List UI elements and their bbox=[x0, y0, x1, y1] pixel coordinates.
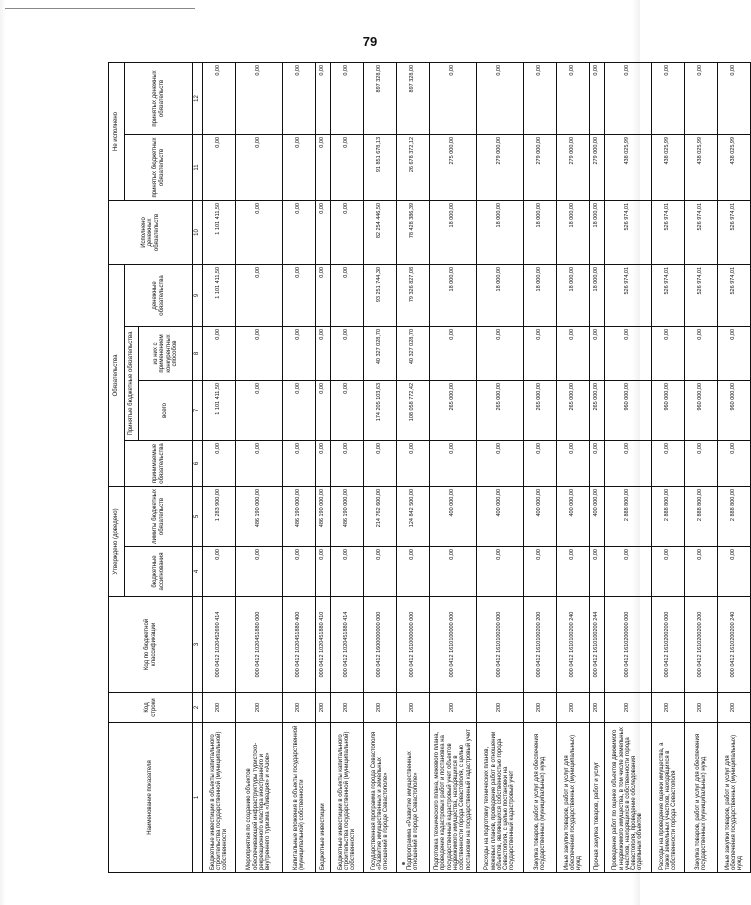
row-name-cell: Государственная программа города Севастополя «Развитие имущественных и земельных отношений в городе Севастополе» bbox=[364, 723, 397, 873]
value-cell: 279 000,00 bbox=[590, 134, 605, 200]
value-cell: 40 327 028,70 bbox=[364, 326, 397, 380]
value-cell: 400 000,00 bbox=[477, 486, 524, 546]
row-name-cell: Закупка товаров, работ и услуг для обеспечения государственных (муниципальных) нужд bbox=[524, 723, 557, 873]
col-header: из них с применением конкурентных способов bbox=[139, 326, 193, 380]
row-code-cell: 200 bbox=[652, 693, 685, 723]
value-cell: 526 974,01 bbox=[605, 200, 652, 264]
row-code-cell: 200 bbox=[236, 693, 283, 723]
value-cell: 0,00 bbox=[524, 440, 557, 486]
value-cell: 18 000,00 bbox=[524, 200, 557, 264]
value-cell: 0,00 bbox=[236, 547, 283, 597]
value-cell: 0,00 bbox=[283, 62, 316, 134]
value-cell: 265 000,00 bbox=[477, 380, 524, 440]
value-cell: 2 888 800,00 bbox=[605, 486, 652, 546]
row-code-cell: 200 bbox=[477, 693, 524, 723]
value-cell: 526 974,01 bbox=[605, 264, 652, 326]
value-cell: 0,00 bbox=[316, 134, 331, 200]
table-row bbox=[652, 62, 685, 872]
value-cell: 0,00 bbox=[718, 326, 751, 380]
budget-report-table bbox=[108, 62, 751, 873]
table-row bbox=[557, 62, 590, 872]
table-row bbox=[590, 62, 605, 872]
value-cell: 0,00 bbox=[283, 264, 316, 326]
value-cell: 0,00 bbox=[397, 547, 430, 597]
col-header: всего bbox=[139, 380, 193, 440]
value-cell: 0,00 bbox=[331, 326, 364, 380]
value-cell: 1 283 900,00 bbox=[203, 486, 236, 546]
row-code-cell: 200 bbox=[283, 693, 316, 723]
value-cell: 18 000,00 bbox=[430, 264, 477, 326]
table-row bbox=[430, 62, 477, 872]
value-cell: 0,00 bbox=[331, 134, 364, 200]
value-cell: 438 025,99 bbox=[685, 134, 718, 200]
col-header: принимаемые обязательства bbox=[125, 440, 193, 486]
value-cell: 0,00 bbox=[283, 380, 316, 440]
value-cell: 0,00 bbox=[430, 62, 477, 134]
value-cell: 960 000,00 bbox=[718, 380, 751, 440]
value-cell: 0,00 bbox=[331, 200, 364, 264]
col-number: 8 bbox=[193, 326, 203, 380]
col-header: принятых бюджетных обязательств bbox=[125, 134, 193, 200]
col-header: лимиты бюджетных обязательств bbox=[125, 486, 193, 546]
rotated-table-container bbox=[108, 63, 744, 873]
row-code-cell: 200 bbox=[524, 693, 557, 723]
page-number: 79 bbox=[362, 34, 378, 49]
value-cell: 0,00 bbox=[236, 134, 283, 200]
row-code-cell: 200 bbox=[430, 693, 477, 723]
row-name-cell: Расходы на подготовку технических планов, межевых планов, проведение работ в отношении объектов, являющихся собственностью города Севастополя, с целью постановки на государственный кадастровый учет bbox=[477, 723, 524, 873]
row-class-cell: 000 0412 1610200200 200 bbox=[685, 597, 718, 693]
group-header-approved: Утверждено (доведено) bbox=[109, 486, 125, 596]
table-row bbox=[718, 62, 751, 872]
value-cell: 2 888 800,00 bbox=[685, 486, 718, 546]
value-cell: 82 254 446,50 bbox=[364, 200, 397, 264]
value-cell: 0,00 bbox=[524, 547, 557, 597]
col-header: денежные обязательства bbox=[125, 264, 193, 326]
value-cell: 0,00 bbox=[590, 62, 605, 134]
row-code-cell: 200 bbox=[685, 693, 718, 723]
table-row bbox=[316, 62, 331, 872]
value-cell: 0,00 bbox=[685, 440, 718, 486]
value-cell: 279 000,00 bbox=[524, 134, 557, 200]
value-cell: 400 000,00 bbox=[430, 486, 477, 546]
value-cell: 18 000,00 bbox=[590, 200, 605, 264]
value-cell: 0,00 bbox=[331, 440, 364, 486]
value-cell: 265 000,00 bbox=[557, 380, 590, 440]
row-code-cell: 200 bbox=[364, 693, 397, 723]
row-name-cell: Прочая закупка товаров, работ и услуг bbox=[590, 723, 605, 873]
value-cell: 0,00 bbox=[430, 547, 477, 597]
row-name-cell: Мероприятия по созданию объектов обеспечивающей инфраструктуры туристско-рекреационного кластера иностранного и внутреннего туризма «Ливадия» и «Азов» bbox=[236, 723, 283, 873]
row-class-cell: 000 0412 1610000000 000 bbox=[397, 597, 430, 693]
value-cell: 0,00 bbox=[718, 62, 751, 134]
value-cell: 486 190 000,00 bbox=[331, 486, 364, 546]
value-cell: 18 000,00 bbox=[477, 200, 524, 264]
value-cell: 18 000,00 bbox=[477, 264, 524, 326]
value-cell: 0,00 bbox=[557, 326, 590, 380]
value-cell: 0,00 bbox=[524, 326, 557, 380]
scan-speck bbox=[402, 862, 405, 865]
value-cell: 1 101 411,50 bbox=[203, 264, 236, 326]
col-header: принятых денежных обязательств bbox=[125, 62, 193, 134]
value-cell: 960 000,00 bbox=[605, 380, 652, 440]
row-name-cell: Бюджетные инвестиции bbox=[316, 723, 331, 873]
value-cell: 108 058 772,42 bbox=[397, 380, 430, 440]
value-cell: 486 190 000,00 bbox=[316, 486, 331, 546]
value-cell: 486 190 000,00 bbox=[283, 486, 316, 546]
value-cell: 0,00 bbox=[203, 326, 236, 380]
value-cell: 0,00 bbox=[364, 440, 397, 486]
col-number: 11 bbox=[193, 134, 203, 200]
value-cell: 275 000,00 bbox=[430, 134, 477, 200]
value-cell: 0,00 bbox=[283, 200, 316, 264]
value-cell: 78 428 386,39 bbox=[397, 200, 430, 264]
value-cell: 0,00 bbox=[685, 547, 718, 597]
value-cell: 0,00 bbox=[557, 547, 590, 597]
row-class-cell: 000 0412 1610200200 000 bbox=[652, 597, 685, 693]
value-cell: 18 000,00 bbox=[430, 200, 477, 264]
value-cell: 0,00 bbox=[203, 62, 236, 134]
row-code-cell: 200 bbox=[605, 693, 652, 723]
row-name-cell: Капитальные вложения в объекты государственной (муниципальной) собственности bbox=[283, 723, 316, 873]
value-cell: 0,00 bbox=[605, 326, 652, 380]
table-row bbox=[685, 62, 718, 872]
value-cell: 0,00 bbox=[203, 134, 236, 200]
table-row bbox=[331, 62, 364, 872]
row-class-cell: 000 0412 1610100200 240 bbox=[557, 597, 590, 693]
value-cell: 18 000,00 bbox=[557, 200, 590, 264]
value-cell: 0,00 bbox=[605, 547, 652, 597]
value-cell: 0,00 bbox=[316, 547, 331, 597]
value-cell: 0,00 bbox=[316, 380, 331, 440]
table-body bbox=[203, 62, 751, 872]
column-number-row bbox=[193, 62, 203, 872]
row-code-cell: 200 bbox=[590, 693, 605, 723]
value-cell: 438 025,99 bbox=[718, 134, 751, 200]
value-cell: 2 888 800,00 bbox=[652, 486, 685, 546]
value-cell: 0,00 bbox=[477, 440, 524, 486]
value-cell: 0,00 bbox=[605, 440, 652, 486]
value-cell: 0,00 bbox=[430, 440, 477, 486]
value-cell: 0,00 bbox=[397, 440, 430, 486]
col-header: Исполнено денежных обязательств bbox=[109, 200, 193, 264]
table-row bbox=[364, 62, 397, 872]
value-cell: 0,00 bbox=[236, 326, 283, 380]
value-cell: 0,00 bbox=[430, 326, 477, 380]
value-cell: 0,00 bbox=[652, 440, 685, 486]
value-cell: 0,00 bbox=[316, 326, 331, 380]
value-cell: 265 000,00 bbox=[430, 380, 477, 440]
value-cell: 400 000,00 bbox=[524, 486, 557, 546]
col-number: 3 bbox=[193, 597, 203, 693]
value-cell: 26 678 372,12 bbox=[397, 134, 430, 200]
value-cell: 526 974,01 bbox=[652, 200, 685, 264]
value-cell: 0,00 bbox=[283, 326, 316, 380]
row-name-cell: Иные закупки товаров, работ и услуг для обеспечения государственных (муниципальных) нужд bbox=[718, 723, 751, 873]
row-class-cell: 000 0412 1610100000 000 bbox=[430, 597, 477, 693]
value-cell: 0,00 bbox=[652, 62, 685, 134]
group-header-obligations: Обязательства bbox=[109, 264, 125, 486]
value-cell: 0,00 bbox=[236, 264, 283, 326]
row-name-cell: Иные закупки товаров, работ и услуг для обеспечения государственных (муниципальных) нужд bbox=[557, 723, 590, 873]
col-number: 1 bbox=[193, 723, 203, 873]
value-cell: 0,00 bbox=[718, 547, 751, 597]
table-row bbox=[283, 62, 316, 872]
row-code-cell: 200 bbox=[557, 693, 590, 723]
value-cell: 0,00 bbox=[316, 440, 331, 486]
row-class-cell: 000 0412 1020451880 410 bbox=[316, 597, 331, 693]
value-cell: 486 190 000,00 bbox=[236, 486, 283, 546]
sub-header-accepted: Принятые бюджетные обязательства bbox=[125, 326, 139, 440]
value-cell: 0,00 bbox=[605, 62, 652, 134]
col-number: 10 bbox=[193, 200, 203, 264]
value-cell: 0,00 bbox=[331, 547, 364, 597]
value-cell: 0,00 bbox=[557, 440, 590, 486]
value-cell: 0,00 bbox=[331, 380, 364, 440]
row-class-cell: 000 0412 1610100200 000 bbox=[477, 597, 524, 693]
value-cell: 0,00 bbox=[652, 547, 685, 597]
col-number: 4 bbox=[193, 547, 203, 597]
value-cell: 40 327 028,70 bbox=[397, 326, 430, 380]
value-cell: 0,00 bbox=[652, 326, 685, 380]
row-class-cell: 000 0412 1600000000 000 bbox=[364, 597, 397, 693]
value-cell: 214 762 600,00 bbox=[364, 486, 397, 546]
value-cell: 0,00 bbox=[236, 62, 283, 134]
col-number: 12 bbox=[193, 62, 203, 134]
table-row bbox=[236, 62, 283, 872]
value-cell: 0,00 bbox=[524, 62, 557, 134]
value-cell: 0,00 bbox=[203, 440, 236, 486]
row-class-cell: 000 0412 1020451880 414 bbox=[331, 597, 364, 693]
value-cell: 0,00 bbox=[685, 326, 718, 380]
row-class-cell: 000 0412 1020452690 414 bbox=[203, 597, 236, 693]
row-code-cell: 200 bbox=[331, 693, 364, 723]
value-cell: 526 974,01 bbox=[685, 264, 718, 326]
row-name-cell: Подготовка технического плана, межевого плана, проведение кадастровых работ и постановка на государственный кадастровый учет объектов недвижимого имущества, находящихся в собственности города Севастополя, с целью постановки на государственный кадастровый учет bbox=[430, 723, 477, 873]
value-cell: 1 101 411,50 bbox=[203, 200, 236, 264]
value-cell: 93 251 744,30 bbox=[364, 264, 397, 326]
value-cell: 18 000,00 bbox=[557, 264, 590, 326]
row-class-cell: 000 0412 1610100200 244 bbox=[590, 597, 605, 693]
col-number: 2 bbox=[193, 693, 203, 723]
row-name-cell: Проведение работ по оценке объектов движимого и недвижимого имущества, в том числе земельных участков, находящихся в собственности города Севастополя, проведение обследования отдельных объектов bbox=[605, 723, 652, 873]
table-row bbox=[203, 62, 236, 872]
value-cell: 526 974,01 bbox=[718, 264, 751, 326]
value-cell: 0,00 bbox=[590, 440, 605, 486]
value-cell: 0,00 bbox=[557, 62, 590, 134]
value-cell: 124 842 500,00 bbox=[397, 486, 430, 546]
row-class-cell: 000 0412 1020451880 000 bbox=[236, 597, 283, 693]
header-rule bbox=[5, 8, 195, 9]
value-cell: 0,00 bbox=[331, 264, 364, 326]
value-cell: 0,00 bbox=[236, 200, 283, 264]
col-header: бюджетные ассигнования bbox=[125, 547, 193, 597]
row-name-cell: Расходы на проведение оценки имущества, а также земельных участков, находящихся в собственности города Севастополя bbox=[652, 723, 685, 873]
col-number: 7 bbox=[193, 380, 203, 440]
value-cell: 0,00 bbox=[236, 380, 283, 440]
col-number: 5 bbox=[193, 486, 203, 546]
value-cell: 0,00 bbox=[283, 134, 316, 200]
value-cell: 18 000,00 bbox=[590, 264, 605, 326]
value-cell: 0,00 bbox=[203, 547, 236, 597]
value-cell: 0,00 bbox=[316, 62, 331, 134]
value-cell: 0,00 bbox=[236, 440, 283, 486]
value-cell: 438 025,99 bbox=[605, 134, 652, 200]
value-cell: 18 000,00 bbox=[524, 264, 557, 326]
value-cell: 79 326 827,08 bbox=[397, 264, 430, 326]
table-row bbox=[397, 62, 430, 872]
row-code-cell: 200 bbox=[316, 693, 331, 723]
row-name-cell: Бюджетные инвестиции в объекты капитального строительства государственной (муниципальной) собственности bbox=[331, 723, 364, 873]
value-cell: 265 000,00 bbox=[590, 380, 605, 440]
value-cell: 960 000,00 bbox=[652, 380, 685, 440]
value-cell: 0,00 bbox=[718, 440, 751, 486]
value-cell: 897 328,00 bbox=[397, 62, 430, 134]
value-cell: 265 000,00 bbox=[524, 380, 557, 440]
row-code-cell: 200 bbox=[203, 693, 236, 723]
row-class-cell: 000 0412 1610200000 000 bbox=[605, 597, 652, 693]
value-cell: 438 025,99 bbox=[652, 134, 685, 200]
row-name-cell: Закупка товаров, работ и услуг для обеспечения государственных (муниципальных) нужд bbox=[685, 723, 718, 873]
col-number: 9 bbox=[193, 264, 203, 326]
value-cell: 0,00 bbox=[590, 326, 605, 380]
value-cell: 279 000,00 bbox=[557, 134, 590, 200]
row-name-cell: Бюджетные инвестиции в объекты капитального строительства государственной (муниципальной) собственности bbox=[203, 723, 236, 873]
table-row bbox=[605, 62, 652, 872]
row-class-cell: 000 0412 1020451880 400 bbox=[283, 597, 316, 693]
value-cell: 526 974,01 bbox=[652, 264, 685, 326]
value-cell: 0,00 bbox=[331, 62, 364, 134]
row-class-cell: 000 0412 1610200200 240 bbox=[718, 597, 751, 693]
value-cell: 960 000,00 bbox=[685, 380, 718, 440]
value-cell: 2 888 800,00 bbox=[718, 486, 751, 546]
value-cell: 91 851 678,13 bbox=[364, 134, 397, 200]
value-cell: 0,00 bbox=[685, 62, 718, 134]
value-cell: 0,00 bbox=[316, 200, 331, 264]
value-cell: 1 101 411,50 bbox=[203, 380, 236, 440]
row-code-cell: 200 bbox=[718, 693, 751, 723]
value-cell: 0,00 bbox=[316, 264, 331, 326]
row-code-cell: 200 bbox=[397, 693, 430, 723]
value-cell: 897 328,00 bbox=[364, 62, 397, 134]
value-cell: 0,00 bbox=[283, 440, 316, 486]
col-number: 6 bbox=[193, 440, 203, 486]
value-cell: 0,00 bbox=[590, 547, 605, 597]
row-class-cell: 000 0412 1610100200 200 bbox=[524, 597, 557, 693]
table-header bbox=[109, 62, 203, 872]
table-row bbox=[477, 62, 524, 872]
value-cell: 0,00 bbox=[283, 547, 316, 597]
value-cell: 0,00 bbox=[477, 326, 524, 380]
col-header: Код строки bbox=[109, 693, 193, 723]
value-cell: 0,00 bbox=[364, 547, 397, 597]
value-cell: 526 974,01 bbox=[685, 200, 718, 264]
value-cell: 279 000,00 bbox=[477, 134, 524, 200]
group-header-not-fulfilled: Не исполнено bbox=[109, 62, 125, 200]
row-name-cell: Подпрограмма «Развитие имущественных отношений в городе Севастополе» bbox=[397, 723, 430, 873]
table-row bbox=[524, 62, 557, 872]
value-cell: 0,00 bbox=[477, 62, 524, 134]
col-header: Код по бюджетной классификации bbox=[109, 597, 193, 693]
value-cell: 0,00 bbox=[477, 547, 524, 597]
value-cell: 174 205 103,63 bbox=[364, 380, 397, 440]
value-cell: 526 974,01 bbox=[718, 200, 751, 264]
value-cell: 400 000,00 bbox=[557, 486, 590, 546]
value-cell: 400 000,00 bbox=[590, 486, 605, 546]
col-header: Наименование показателя bbox=[109, 723, 193, 873]
